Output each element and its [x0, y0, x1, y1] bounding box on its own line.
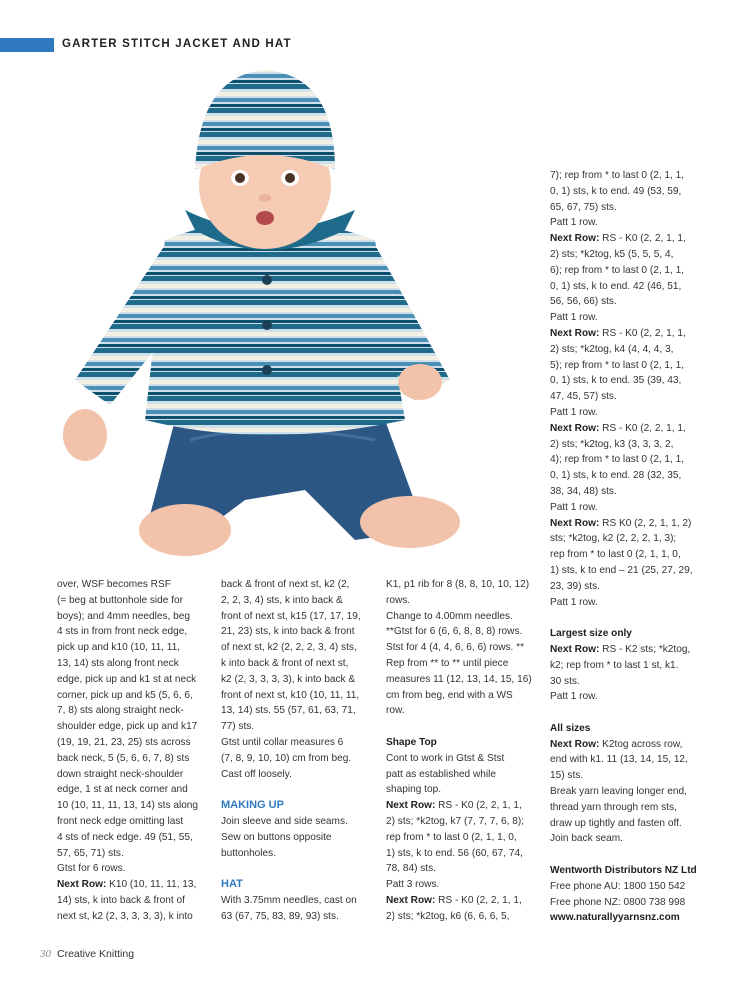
- text-line: rows.: [386, 594, 411, 606]
- next-row-text: RS - K0 (2, 2, 1, 1,: [599, 422, 686, 434]
- page-number: 30: [40, 948, 51, 960]
- text-line: sts; *k2tog, k2 (2, 2, 2, 1, 3);: [550, 533, 677, 545]
- next-row-line: [550, 231, 710, 247]
- text-line: With 3.75mm needles, cast on: [221, 894, 357, 906]
- text-line: 4 sts in from front neck edge,: [57, 626, 188, 638]
- text-line: Gtst until collar measures 6: [221, 736, 344, 748]
- text-line: **Gtst for 6 (6, 6, 8, 8, 8) rows.: [386, 626, 523, 638]
- text-line: patt as established while: [386, 768, 496, 780]
- text-line: 38, 34, 48) sts.: [550, 485, 617, 497]
- next-row-line: [386, 893, 546, 909]
- text-line: 2) sts; *k2tog, k7 (7, 7, 7, 6, 8);: [386, 815, 525, 827]
- next-row-label: Next Row:: [550, 517, 600, 529]
- shape-top-next2-text: [386, 909, 546, 925]
- text-line: Gtst for 6 rows.: [57, 863, 126, 875]
- text-line: Sew on buttons opposite: [221, 831, 332, 843]
- text-line: 2) sts; *k2tog, k3 (3, 3, 3, 2,: [550, 438, 674, 450]
- page-footer: [40, 948, 134, 960]
- text-line: 77) sts.: [221, 721, 255, 733]
- shape-top-heading: Shape Top: [386, 736, 437, 748]
- next-row-line: [550, 326, 710, 342]
- page-title: GARTER STITCH JACKET AND HAT: [62, 38, 292, 50]
- next-row-label: Next Row:: [550, 233, 600, 245]
- text-line: 63 (67, 75, 83, 89, 93) sts.: [221, 910, 339, 922]
- text-line: Patt 1 row.: [550, 406, 598, 418]
- text-line: next st, k2 (2, 3, 3, 3, 3), k into: [57, 910, 193, 922]
- text-line: over, WSF becomes RSF: [57, 579, 171, 590]
- text-line: 6); rep from * to last 0 (2, 1, 1,: [550, 264, 685, 276]
- next-row-label: Next Row:: [386, 894, 436, 906]
- text-line: 0, 1) sts, k to end. 28 (32, 35,: [550, 470, 682, 482]
- text-line: Cont to work in Gtst & Stst: [386, 752, 505, 764]
- text-line: 65, 67, 75) sts.: [550, 201, 617, 213]
- text-line: 0, 1) sts, k to end. 42 (46, 51,: [550, 280, 682, 292]
- text-line: rep from * to last 0 (2, 1, 1, 0,: [386, 831, 517, 843]
- text-line: 2) sts; *k2tog, k5 (5, 5, 5, 4,: [550, 248, 674, 260]
- hat-text: [221, 893, 379, 925]
- text-line: (19, 19, 21, 23, 25) sts across: [57, 736, 191, 748]
- text-line: Patt 3 rows.: [386, 879, 440, 891]
- text-line: 2) sts; *k2tog, k6 (6, 6, 6, 5,: [386, 910, 510, 922]
- text-line: down straight neck-shoulder: [57, 768, 184, 780]
- largest-size-heading: Largest size only: [550, 628, 632, 640]
- text-line: front of next st, k15 (17, 17, 19,: [221, 610, 361, 622]
- text-line: k2 (2, 3, 3, 3, 3), k into back &: [221, 673, 356, 685]
- next-row-label: Next Row:: [550, 327, 600, 339]
- text-line: shaping top.: [386, 784, 441, 796]
- next-row-text: RS - K0 (2, 2, 1, 1,: [599, 233, 686, 245]
- text-line: 2) sts; *k2tog, k4 (4, 4, 4, 3,: [550, 343, 674, 355]
- text-line: boys); and 4mm needles, beg: [57, 610, 190, 622]
- text-line: (7, 8, 9, 10, 10) cm from beg.: [221, 752, 352, 764]
- phone-au: Free phone AU: 1800 150 542: [550, 880, 686, 892]
- text-line: row.: [386, 705, 405, 717]
- text-line: pick up and k10 (10, 11, 11,: [57, 642, 181, 654]
- text-line: Patt 1 row.: [550, 501, 598, 513]
- text-line: back & front of next st, k2 (2,: [221, 579, 350, 590]
- text-line: buttonholes.: [221, 847, 276, 859]
- next-row-line: [550, 642, 710, 658]
- text-line: 2, 2, 3, 4) sts, k into back &: [221, 594, 343, 606]
- text-line: front of next st, k10 (10, 11, 11,: [221, 689, 360, 701]
- text-line: rep from * to last 0 (2, 1, 1, 0,: [550, 549, 681, 561]
- distributor-name: Wentworth Distributors NZ Ltd: [550, 865, 697, 877]
- making-up-text: [221, 814, 379, 861]
- text-line: thread yarn through rem sts,: [550, 801, 677, 813]
- text-line: Cast off loosely.: [221, 768, 292, 780]
- text-line: Join back seam.: [550, 833, 623, 845]
- next-row-line: [550, 421, 710, 437]
- text-line: Stst for 4 (4, 4, 6, 6, 6) rows. **: [386, 642, 525, 654]
- next-row-label: Next Row:: [550, 738, 600, 750]
- col1-tail: [57, 893, 215, 925]
- next-row-label: Next Row:: [550, 643, 600, 655]
- next-row-label: Next Row:: [550, 422, 600, 434]
- text-line: front neck edge omitting last: [57, 815, 184, 827]
- text-line: k into back & front of next st,: [221, 657, 349, 669]
- text-line: Patt 1 row.: [550, 217, 598, 229]
- next-row-text: RS - K0 (2, 2, 1, 1,: [435, 894, 522, 906]
- next-row-text: RS - K2 sts; *k2tog,: [599, 643, 691, 655]
- phone-nz: Free phone NZ: 0800 738 998: [550, 896, 686, 908]
- text-line: 14) sts, k into back & front of: [57, 894, 185, 906]
- text-line: 4 sts of neck edge. 49 (51, 55,: [57, 831, 193, 843]
- text-line: measures 11 (12, 13, 14, 15, 16): [386, 673, 532, 685]
- text-line: 0, 1) sts, k to end. 49 (53, 59,: [550, 185, 682, 197]
- text-line: 78, 84) sts.: [386, 863, 436, 875]
- next-row-text: RS - K0 (2, 2, 1, 1,: [435, 800, 522, 812]
- text-line: Patt 1 row.: [550, 691, 598, 703]
- hat-heading: HAT: [221, 878, 243, 891]
- text-line: Break yarn leaving longer end,: [550, 786, 687, 798]
- text-line: K1, p1 rib for 8 (8, 8, 10, 10, 12): [386, 579, 530, 590]
- text-line: back neck, 5 (5, 6, 6, 7, 8) sts: [57, 752, 190, 764]
- next-row-line: [550, 516, 710, 532]
- next-row-line: [386, 798, 546, 814]
- text-column-1: [57, 577, 215, 925]
- text-line: Rep from ** to ** until piece: [386, 657, 509, 669]
- next-row-text: K2tog across row,: [599, 738, 683, 750]
- text-column-3: [386, 577, 546, 925]
- next-row-text: RS - K0 (2, 2, 1, 1,: [599, 327, 686, 339]
- text-line: of next st, k2 (2, 2, 2, 3, 4) sts,: [221, 642, 357, 654]
- text-line: 56, 56, 66) sts.: [550, 296, 617, 308]
- text-line: shoulder edge, pick up and k17: [57, 721, 198, 733]
- text-line: cm from beg, end with a WS: [386, 689, 513, 701]
- text-line: Patt 1 row.: [550, 312, 598, 324]
- text-line: 15) sts.: [550, 770, 584, 782]
- text-line: 13, 14) sts along front neck: [57, 657, 179, 669]
- col3-paragraph: [386, 577, 546, 719]
- shape-top-next-text: [386, 814, 546, 893]
- all-sizes-text: [550, 752, 710, 847]
- col1-paragraph: [57, 577, 215, 877]
- text-line: edge, pick up and k1 st at neck: [57, 673, 197, 685]
- text-line: 1) sts, k to end – 21 (25, 27, 29,: [550, 564, 693, 576]
- text-line: 7); rep from * to last 0 (2, 1, 1,: [550, 170, 685, 181]
- text-line: 47, 45, 57) sts.: [550, 391, 617, 403]
- text-line: corner, pick up and k5 (5, 6, 6,: [57, 689, 193, 701]
- text-line: Patt 1 row.: [550, 596, 598, 608]
- next-row-line: [550, 737, 710, 753]
- text-line: 4); rep from * to last 0 (2, 1, 1,: [550, 454, 685, 466]
- header-accent-bar: [0, 38, 54, 52]
- col4-next-rows: [550, 231, 710, 610]
- text-line: 21, 23) sts, k into back & front: [221, 626, 355, 638]
- text-line: draw up tightly and fasten off.: [550, 817, 682, 829]
- next-row-text: RS K0 (2, 2, 1, 1, 2): [599, 517, 692, 529]
- text-line: 0, 1) sts, k to end. 35 (39, 43,: [550, 375, 682, 387]
- text-line: (= beg at buttonhole side for: [57, 594, 183, 606]
- next-row-text: K10 (10, 11, 11, 13,: [106, 879, 197, 891]
- next-row-label: Next Row:: [386, 800, 436, 812]
- text-line: Join sleeve and side seams.: [221, 815, 348, 827]
- all-sizes-heading: All sizes: [550, 722, 591, 734]
- text-column-4: [550, 168, 710, 926]
- text-line: edge, 1 st at neck corner and: [57, 784, 188, 796]
- text-line: Change to 4.00mm needles.: [386, 610, 513, 622]
- website-link[interactable]: www.naturallyyarnsnz.com: [550, 912, 680, 924]
- col4-paragraph: [550, 168, 710, 231]
- largest-size-text: [550, 658, 710, 705]
- text-line: 13, 14) sts. 55 (57, 61, 63, 71,: [221, 705, 356, 717]
- making-up-heading: MAKING UP: [221, 799, 284, 812]
- baby-photo: [55, 60, 475, 572]
- text-line: k2; rep from * to last 1 st, k1.: [550, 659, 679, 671]
- text-line: 23, 39) sts.: [550, 580, 600, 592]
- text-line: 5); rep from * to last 0 (2, 1, 1,: [550, 359, 685, 371]
- text-line: 57, 65, 71) sts.: [57, 847, 124, 859]
- shape-top-text: [386, 751, 546, 798]
- text-line: 30 sts.: [550, 675, 580, 687]
- magazine-name: Creative Knitting: [57, 948, 135, 960]
- text-line: end with k1. 11 (13, 14, 15, 12,: [550, 754, 688, 766]
- text-line: 10 (10, 11, 11, 13, 14) sts along: [57, 800, 199, 812]
- text-column-2: [221, 577, 379, 925]
- next-row-label: Next Row:: [57, 879, 107, 891]
- text-line: 7, 8) sts along straight neck-: [57, 705, 184, 717]
- next-row-line: [57, 877, 215, 893]
- text-line: 1) sts, k to end. 56 (60, 67, 74,: [386, 847, 523, 859]
- col2-paragraph: [221, 577, 379, 782]
